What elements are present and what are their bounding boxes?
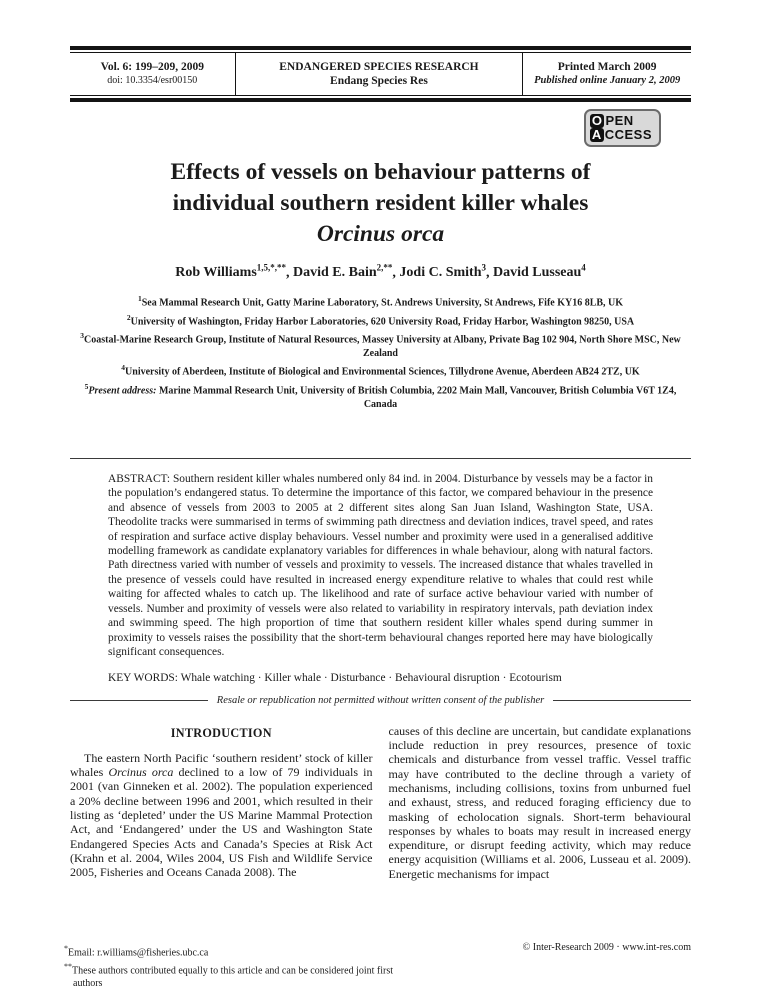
author-list: Rob Williams$^{1,5,*,**}$, David E. Bain$^{2,**}$, Jodi C. Smith$^3$, David Lusseau$^4$ <box>175 262 586 281</box>
page-footer <box>64 939 691 990</box>
introduction-heading: INTRODUCTION <box>170 725 272 740</box>
printed-date: Printed March 2009 <box>557 61 657 73</box>
right-column <box>389 724 692 881</box>
volume-text: Vol. 6: 199–209, 2009 <box>100 61 204 73</box>
header-cell-volume <box>70 53 235 95</box>
journal-header <box>70 46 691 102</box>
intro-paragraph-2: causes of this decline are uncertain, but candidate explanations include reduction in prey resources, presence of toxic chemicals and disturbance from vessel traffic. Vessel traffic may have contributed to the decline through a variety of mechanisms, including collisions, toxins from unburned fuel and exhaust, stress, and reduced foraging efficiency due to masking of echolocation signals. Short-term behavioural responses by whales to boats may result in increased energy expenditure, or disrupt feeding activity, which may reduce energy acquisition (Williams et al. 2006, Lusseau et al. 2009). Energetic mechanisms for impact <box>388 723 691 881</box>
oa-initial-o: O <box>591 112 603 128</box>
abstract-text: Southern resident killer whales numbered only 84 ind. in 2004. Disturbance by vessels may be a factor in the population’s endangered status. To determine the importance of this factor, we compared behaviour in the presence and absence of vessels from 2003 to 2005 at 2 different sites along San Juan Island, Washington State, USA. Theodolite tracks were summarised in terms of swimming path directness and deviation indices, travel speed, and rates of respiration and surface active display behaviours. Vessel number and proximity were used in a generalised additive modelling framework as candidate explanatory variables for differences in whale behaviour, along with natural factors. Path directness varied with number of vessels and proximity to vessels. The increased distance that whales travelled in the presence of vessels could have resulted in increased energy expenditure relative to whales that could rest while waiting for affected whales to catch up. The likelihood and rate of surface active behaviour varied with number of vessels. Number and proximity of vessels were also related to variability in respiratory intervals, path deviation index and swimming speed. The high proportion of time that southern resident killer whales spend during summer in proximity to vessels raises the possibility that the short-term behavioural changes reported here may have biologically significant consequences. <box>108 473 653 658</box>
footnote: *Email: r.williams@fisheries.ubc.ca <box>64 944 209 959</box>
author: David E. Bain$^{2,**}$ <box>293 262 393 281</box>
published-online-date: Published online January 2, 2009 <box>534 75 681 87</box>
article-columns <box>70 724 691 881</box>
footnote-list <box>64 942 421 990</box>
affiliation: $^3$Coastal-Marine Research Group, Institute of Natural Resources, Massey University at Albany, Private Bag 102 904, North Shore MSC, New Zealand <box>80 331 681 360</box>
title-line2: individual southern resident killer whales <box>172 189 589 216</box>
abstract-label: ABSTRACT: <box>108 473 173 486</box>
affiliation: $^5$Present address: Marine Mammal Research Unit, University of British Columbia, 2202 Main Mall, Vancouver, British Columbia V6T 1Z4, Canada <box>84 381 677 411</box>
intro-paragraph-1: The eastern North Pacific ‘southern resident’ stock of killer whales Orcinus orca declined to a low of 79 individuals in 2001 (van Ginneken et al. 2002). The population experienced a 20% decline between 1996 and 2001, which resulted in their listing as ‘depleted’ under the US Marine Mammal Protection Act, and ‘Endangered’ under the US and Washington State Endangered Species Acts and Canada’s Species at Risk Act (Krahn et al. 2004, Wiles 2004, US Fish and Wildlife Service 2005, Fisheries and Oceans Canada 2008). The <box>70 750 373 880</box>
oa-rest-pen: PEN <box>605 112 634 128</box>
footnote: **These authors contributed equally to this article and can be considered joint first authors <box>64 961 394 989</box>
oa-initial-a: A <box>591 126 602 142</box>
abstract <box>108 472 653 659</box>
copyright-text: © Inter-Research 2009 · www.int-res.com <box>522 942 691 954</box>
affiliation: $^4$University of Aberdeen, Institute of Biological and Environmental Sciences, Tillydrone Avenue, Aberdeen AB24 2TZ, UK <box>121 363 640 378</box>
open-access-line1 <box>590 114 652 128</box>
section-rule <box>70 458 691 459</box>
title-line1: Effects of vessels on behaviour patterns of <box>170 158 591 185</box>
license-line-left <box>70 700 208 701</box>
open-access-badge <box>584 109 661 147</box>
header-rule-bottom <box>70 98 691 102</box>
license-notice <box>70 695 691 706</box>
journal-name: ENDANGERED SPECIES RESEARCH <box>279 61 479 73</box>
title-species: Orcinus orca <box>316 220 445 247</box>
journal-abbrev: Endang Species Res <box>330 75 428 88</box>
keywords-text: Whale watching · Killer whale · Disturbance · Behavioural disruption · Ecotourism <box>180 672 562 685</box>
keywords-label: KEY WORDS: <box>108 672 181 685</box>
left-column <box>70 724 373 881</box>
affiliation-list <box>70 292 691 412</box>
license-notice-text: Resale or republication not permitted without written consent of the publisher <box>216 694 545 706</box>
keywords <box>108 671 653 685</box>
author: David Lusseau$^4$ <box>492 262 586 281</box>
doi-text: doi: 10.3354/esr00150 <box>107 75 198 87</box>
header-table <box>70 52 691 96</box>
affiliation: $^2$University of Washington, Friday Harbor Laboratories, 620 University Road, Friday Harbor, Washington 98250, USA <box>126 312 635 328</box>
oa-rest-ccess: CCESS <box>604 126 652 142</box>
header-rule-top <box>70 46 691 50</box>
author: Jodi C. Smith$^3$ <box>399 262 486 281</box>
license-line-right <box>553 700 691 701</box>
article-title <box>70 157 691 250</box>
badge-row <box>70 109 691 147</box>
affiliation: $^1$Sea Mammal Research Unit, Gatty Marine Laboratory, St. Andrews University, St Andrews, Fife KY16 8LB, UK <box>137 294 624 309</box>
header-cell-journal <box>235 53 524 95</box>
author: Rob Williams$^{1,5,*,**}$ <box>175 262 287 281</box>
header-cell-date <box>523 53 691 95</box>
open-access-line2 <box>590 128 652 142</box>
